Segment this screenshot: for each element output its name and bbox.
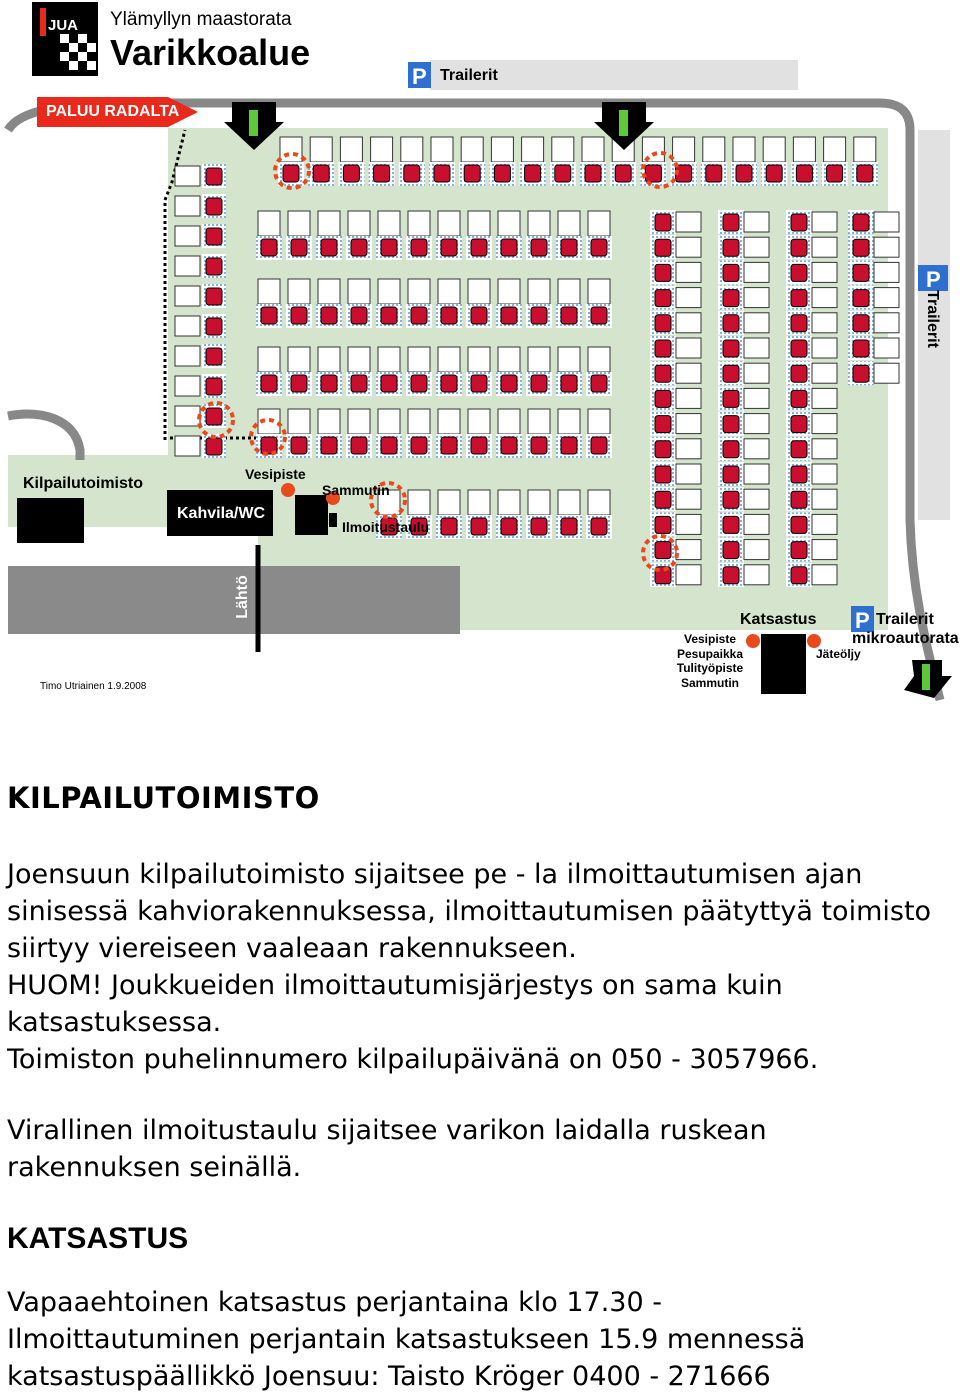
pit-slot bbox=[718, 412, 769, 436]
text-line: Virallinen ilmoitustaulu sijaitsee varikon laidalla ruskean bbox=[7, 1115, 767, 1146]
pit-slot bbox=[718, 563, 769, 587]
pit-slot bbox=[436, 409, 462, 458]
pit-slot bbox=[718, 361, 769, 385]
pit-slot bbox=[406, 347, 432, 396]
text-line: katsastuspäällikkö Joensuu: Taisto Kröger 0400 - 271666 bbox=[7, 1361, 771, 1392]
kilpailutoimisto-label: Kilpailutoimisto bbox=[23, 475, 143, 492]
pit-slot bbox=[718, 462, 769, 486]
service-line: Tulityöpiste bbox=[676, 661, 744, 675]
mikroautorata-label: mikroautorata bbox=[852, 630, 959, 647]
text-line: Toimiston puhelinnumero kilpailupäivänä on 050 - 3057966. bbox=[7, 1044, 819, 1075]
pit-slot bbox=[718, 210, 769, 234]
katsastus-building bbox=[761, 634, 806, 694]
jateoljy-point bbox=[807, 634, 821, 648]
pit-slot bbox=[650, 487, 701, 511]
pit-slot bbox=[848, 210, 899, 234]
pit-slot bbox=[466, 279, 492, 328]
trailerit-right-label: Trailerit bbox=[924, 290, 941, 348]
pit-slot bbox=[286, 409, 312, 458]
pit-slot bbox=[175, 284, 226, 308]
text-line: Vapaaehtoinen katsastus perjantaina klo 17.30 - bbox=[7, 1287, 662, 1318]
jua-logo bbox=[32, 2, 98, 76]
pit-slot bbox=[786, 210, 837, 234]
pit-slot bbox=[786, 235, 837, 259]
paragraph-inspection bbox=[7, 1284, 805, 1395]
pit-slot bbox=[526, 347, 552, 396]
pit-slot bbox=[429, 137, 455, 186]
pit-slot bbox=[316, 279, 342, 328]
pit-slot bbox=[376, 211, 402, 260]
pit-slot bbox=[718, 512, 769, 536]
pit-slot bbox=[399, 137, 425, 186]
text-line: rakennuksen seinällä. bbox=[7, 1152, 302, 1183]
pit-slot bbox=[718, 386, 769, 410]
pit-slot bbox=[406, 279, 432, 328]
pit-slot bbox=[786, 538, 837, 562]
pit-slot bbox=[650, 311, 701, 335]
text-line: katsastuksessa. bbox=[7, 1007, 222, 1038]
text-line: HUOM! Joukkueiden ilmoittautumisjärjestys on sama kuin bbox=[7, 970, 783, 1001]
ilmoitustaulu-label: Ilmoitustaulu bbox=[342, 519, 430, 535]
pit-slot bbox=[316, 347, 342, 396]
pit-slot bbox=[175, 314, 226, 338]
pit-slot bbox=[256, 409, 282, 458]
pit-slot bbox=[650, 260, 701, 284]
pit-slot bbox=[848, 336, 899, 360]
text-line: sinisessä kahviorakennuksessa, ilmoittautumisen päätyttyä toimisto bbox=[7, 896, 932, 927]
pit-slot bbox=[550, 137, 576, 186]
parking-sign-bottom bbox=[851, 606, 874, 633]
pit-slot bbox=[852, 137, 878, 186]
exit-arrow bbox=[904, 660, 952, 698]
pit-slot bbox=[848, 311, 899, 335]
pit-slot bbox=[650, 210, 701, 234]
pit-slot bbox=[786, 412, 837, 436]
text-line: siirtyy viereiseen vaaleaan rakennukseen. bbox=[7, 933, 577, 964]
pit-slot bbox=[496, 279, 522, 328]
pit-slot bbox=[718, 538, 769, 562]
pit-slot bbox=[718, 286, 769, 310]
pit-slot bbox=[650, 286, 701, 310]
pit-slot bbox=[496, 347, 522, 396]
text-line: Joensuun kilpailutoimisto sijaitsee pe - la ilmoittautumisen ajan bbox=[7, 859, 863, 890]
pit-slot bbox=[286, 211, 312, 260]
pit-slot bbox=[346, 409, 372, 458]
pit-slot bbox=[650, 563, 701, 587]
pit-slot bbox=[640, 137, 666, 186]
pit-slot bbox=[650, 512, 701, 536]
pit-slot bbox=[436, 279, 462, 328]
pit-slot bbox=[786, 462, 837, 486]
pit-slot bbox=[175, 344, 226, 368]
pit-slot bbox=[496, 490, 522, 539]
pit-slot bbox=[556, 211, 582, 260]
map-title: Varikkoalue bbox=[110, 32, 311, 73]
pit-slot bbox=[175, 164, 226, 188]
pit-slot bbox=[586, 347, 612, 396]
pit-slot bbox=[786, 336, 837, 360]
map-subtitle: Ylämyllyn maastorata bbox=[110, 9, 292, 30]
pit-slot bbox=[520, 137, 546, 186]
pit-slot bbox=[556, 490, 582, 539]
svg-text:P: P bbox=[412, 64, 427, 89]
pit-slot bbox=[526, 211, 552, 260]
pit-slot bbox=[848, 260, 899, 284]
pit-slot bbox=[526, 279, 552, 328]
pit-slot bbox=[786, 512, 837, 536]
svg-text:P: P bbox=[926, 267, 941, 292]
pit-slot bbox=[338, 137, 364, 186]
pit-slot bbox=[761, 137, 787, 186]
vesipiste-label: Vesipiste bbox=[245, 466, 306, 482]
pit-slot bbox=[650, 462, 701, 486]
pit-slot bbox=[526, 409, 552, 458]
pit-slot bbox=[650, 361, 701, 385]
pit-slot bbox=[586, 490, 612, 539]
pit-slot bbox=[308, 137, 334, 186]
pit-slot bbox=[556, 279, 582, 328]
pit-slot bbox=[848, 235, 899, 259]
pit-slot bbox=[316, 409, 342, 458]
paragraph-office bbox=[7, 856, 931, 1078]
paluu-radalta-label: PALUU RADALTA bbox=[46, 103, 180, 120]
pit-slot bbox=[718, 487, 769, 511]
pit-slot bbox=[650, 386, 701, 410]
pit-slot bbox=[786, 361, 837, 385]
pit-slot bbox=[346, 347, 372, 396]
pit-slot bbox=[848, 361, 899, 385]
paragraph-notice-board bbox=[7, 1112, 767, 1186]
pit-slot bbox=[175, 374, 226, 398]
pit-slot bbox=[526, 490, 552, 539]
heading-katsastus: KATSASTUS bbox=[7, 1222, 189, 1255]
pit-slot bbox=[466, 211, 492, 260]
pit-slot bbox=[256, 211, 282, 260]
pit-slot bbox=[580, 137, 606, 186]
pit-slot bbox=[256, 347, 282, 396]
pit-slot bbox=[256, 279, 282, 328]
jateoljy-label: Jäteöljy bbox=[816, 647, 861, 661]
notice-board bbox=[329, 513, 337, 527]
pit-slot bbox=[346, 211, 372, 260]
trailerit-top-label: Trailerit bbox=[440, 67, 498, 84]
heading-kilpailutoimisto: KILPAILUTOIMISTO bbox=[7, 781, 320, 815]
pit-slot bbox=[436, 347, 462, 396]
pit-slot bbox=[718, 336, 769, 360]
pit-slot bbox=[286, 279, 312, 328]
pit-slot bbox=[175, 434, 226, 458]
pit-slot bbox=[376, 347, 402, 396]
kahvila-wc-label: Kahvila/WC bbox=[177, 505, 266, 522]
service-points-list bbox=[672, 632, 748, 690]
pit-slot bbox=[436, 490, 462, 539]
pit-slot bbox=[718, 437, 769, 461]
pit-slot bbox=[496, 211, 522, 260]
katsastus-label: Katsastus bbox=[740, 611, 817, 628]
vesipiste-point bbox=[281, 483, 295, 497]
pit-slot bbox=[650, 336, 701, 360]
pit-slot bbox=[369, 137, 395, 186]
pit-slot bbox=[786, 487, 837, 511]
map-credit: Timo Utriainen 1.9.2008 bbox=[40, 681, 147, 692]
pit-slot bbox=[786, 286, 837, 310]
pit-slot bbox=[786, 311, 837, 335]
pit-slot bbox=[650, 437, 701, 461]
pit-slot bbox=[786, 563, 837, 587]
pit-slot bbox=[718, 260, 769, 284]
svg-text:JUA: JUA bbox=[48, 17, 79, 34]
pit-slot bbox=[791, 137, 817, 186]
pit-slot bbox=[718, 311, 769, 335]
parking-sign-top bbox=[408, 62, 431, 89]
pit-slot bbox=[278, 137, 304, 186]
pit-slot bbox=[466, 347, 492, 396]
ilmoitustaulu-building bbox=[295, 495, 328, 535]
pit-slot bbox=[786, 437, 837, 461]
pit-slot bbox=[822, 137, 848, 186]
pit-slot bbox=[556, 409, 582, 458]
pit-slot bbox=[650, 412, 701, 436]
pit-slot bbox=[701, 137, 727, 186]
pit-slot bbox=[436, 211, 462, 260]
pit-slot bbox=[459, 137, 485, 186]
svg-text:P: P bbox=[855, 608, 870, 633]
trailerit-bottom-label: Trailerit bbox=[876, 611, 934, 628]
service-line: Pesupaikka bbox=[676, 646, 744, 661]
pit-slot bbox=[406, 409, 432, 458]
pit-slot bbox=[731, 137, 757, 186]
pit-slot bbox=[496, 409, 522, 458]
pit-slot bbox=[556, 347, 582, 396]
pit-slot bbox=[175, 254, 226, 278]
sammutin-label: Sammutin bbox=[322, 482, 390, 498]
pit-slot bbox=[786, 386, 837, 410]
pit-slot bbox=[650, 235, 701, 259]
pit-slot bbox=[466, 409, 492, 458]
lahto-label: Lähtö bbox=[234, 575, 251, 619]
pit-slot bbox=[376, 409, 402, 458]
pit-slot bbox=[346, 279, 372, 328]
pit-slot bbox=[376, 279, 402, 328]
pit-slot bbox=[586, 211, 612, 260]
pit-slot bbox=[286, 347, 312, 396]
kilpailutoimisto-building bbox=[17, 498, 84, 543]
vesipiste-point-2 bbox=[746, 634, 760, 648]
pit-slot bbox=[316, 211, 342, 260]
pit-slot bbox=[489, 137, 515, 186]
text-line: Ilmoittautuminen perjantain katsastukseen 15.9 mennessä bbox=[7, 1324, 806, 1355]
pit-slot bbox=[718, 235, 769, 259]
pit-slot bbox=[786, 260, 837, 284]
service-line: Sammutin bbox=[680, 675, 739, 690]
track-road-left bbox=[8, 414, 80, 460]
pit-slot bbox=[586, 409, 612, 458]
pit-slot bbox=[175, 224, 226, 248]
service-line: Vesipiste bbox=[683, 632, 737, 646]
pit-slot bbox=[586, 279, 612, 328]
pit-slot bbox=[175, 194, 226, 218]
pit-slot bbox=[406, 211, 432, 260]
pit-slot bbox=[466, 490, 492, 539]
pit-slot bbox=[848, 286, 899, 310]
